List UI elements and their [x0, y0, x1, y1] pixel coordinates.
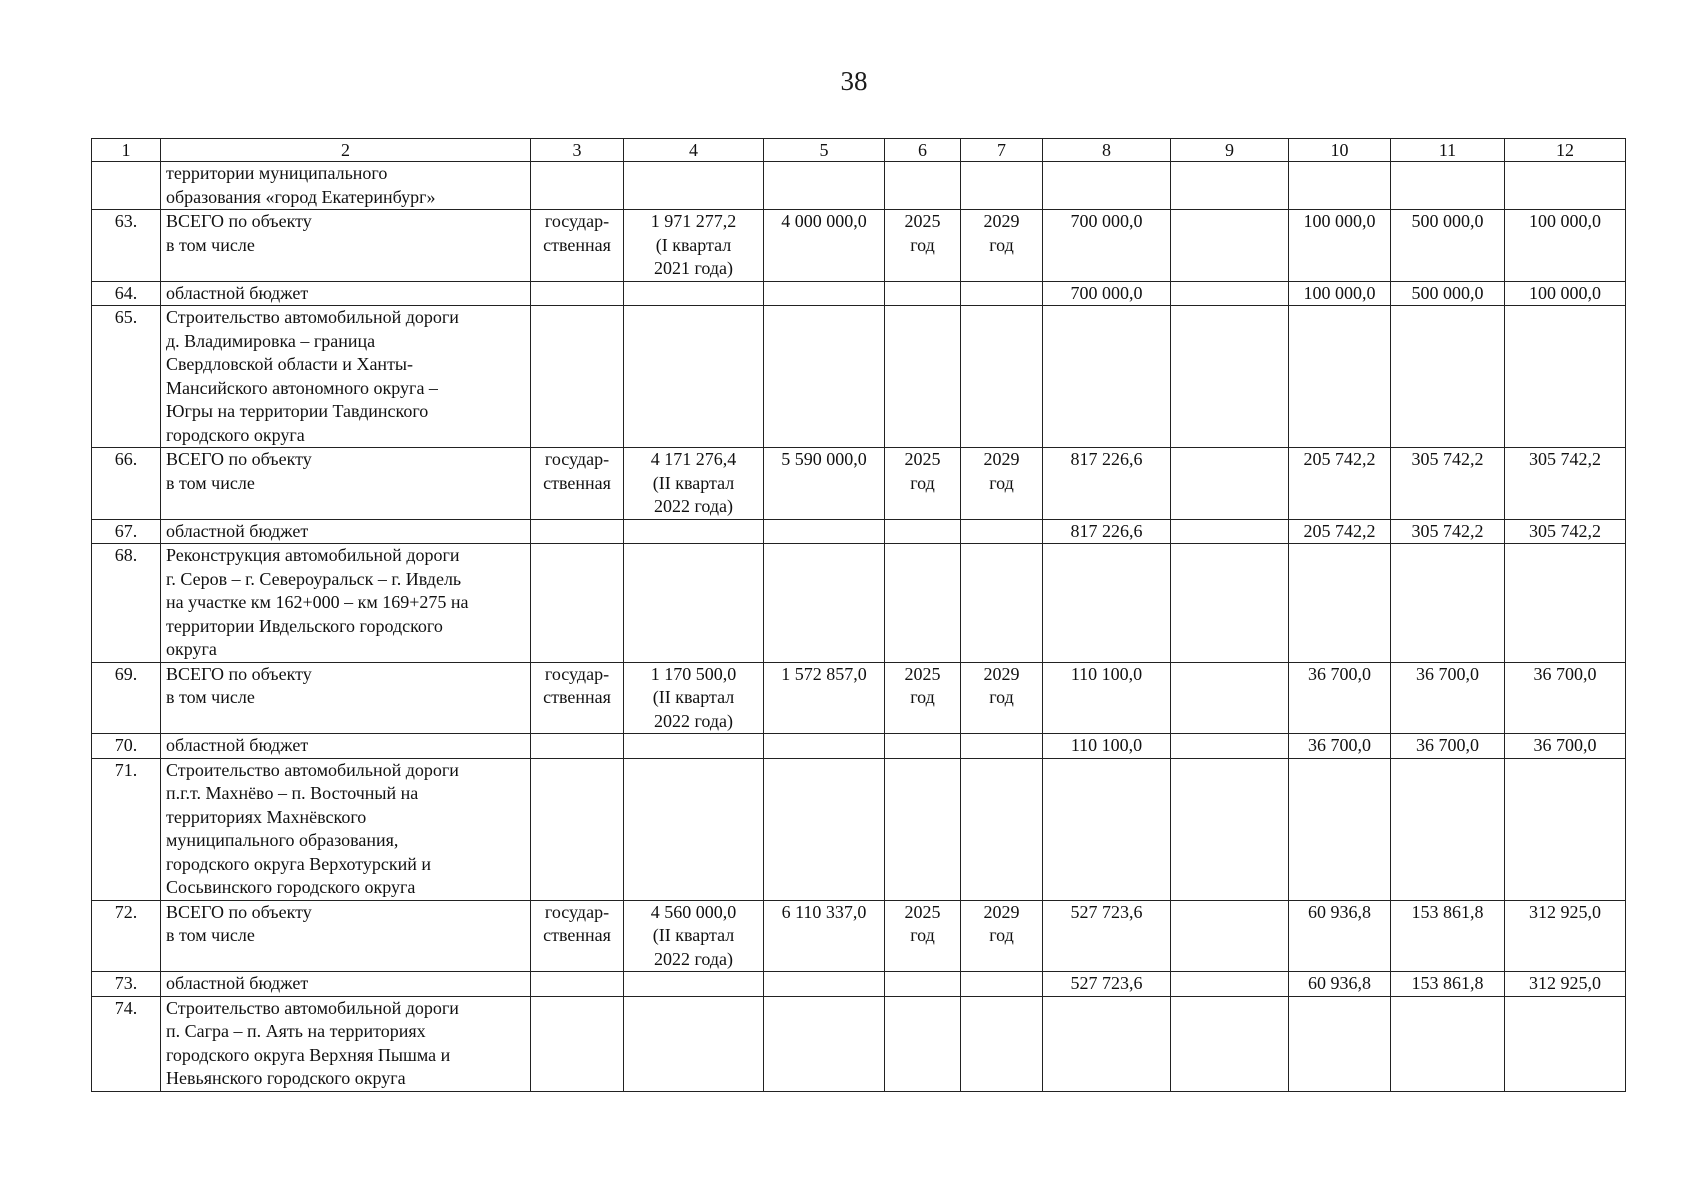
row-number: 63. [92, 210, 161, 282]
start-year: 2025 год [885, 448, 961, 520]
amount-col-9 [1171, 281, 1289, 306]
amount-col-11 [1391, 544, 1505, 663]
object-name: областной бюджет [161, 281, 531, 306]
amount-col-9 [1171, 734, 1289, 759]
amount-col-9 [1171, 162, 1289, 210]
amount-col-10 [1289, 996, 1391, 1091]
row-number: 64. [92, 281, 161, 306]
amount-col-9 [1171, 306, 1289, 448]
row-number: 74. [92, 996, 161, 1091]
table-row [92, 210, 1626, 282]
end-year: 2029 год [961, 900, 1043, 972]
amount-col-8: 817 226,6 [1043, 519, 1171, 544]
column-header: 1 [92, 139, 161, 162]
amount-col-12: 312 925,0 [1505, 900, 1626, 972]
start-year [885, 519, 961, 544]
amount-col-12: 100 000,0 [1505, 210, 1626, 282]
amount-col-8: 700 000,0 [1043, 281, 1171, 306]
amount-col-11: 305 742,2 [1391, 448, 1505, 520]
end-year [961, 996, 1043, 1091]
amount-col-9 [1171, 972, 1289, 997]
amount-col-8: 110 100,0 [1043, 662, 1171, 734]
cost-limit: 4 000 000,0 [764, 210, 885, 282]
amount-col-11: 153 861,8 [1391, 900, 1505, 972]
amount-col-11: 153 861,8 [1391, 972, 1505, 997]
estimated-cost [624, 734, 764, 759]
estimated-cost [624, 519, 764, 544]
amount-col-10: 36 700,0 [1289, 734, 1391, 759]
column-header: 12 [1505, 139, 1626, 162]
cost-limit [764, 306, 885, 448]
table-row [92, 306, 1626, 448]
cost-limit [764, 972, 885, 997]
object-name: областной бюджет [161, 519, 531, 544]
start-year [885, 972, 961, 997]
amount-col-12: 36 700,0 [1505, 662, 1626, 734]
object-name: Строительство автомобильной дороги п. Сагра – п. Аять на территориях городского округа Верхняя Пышма и Невьянского городского округа [161, 996, 531, 1091]
column-header: 10 [1289, 139, 1391, 162]
column-header-row [92, 139, 1626, 162]
ownership-type [531, 519, 624, 544]
start-year [885, 996, 961, 1091]
start-year: 2025 год [885, 210, 961, 282]
amount-col-12: 305 742,2 [1505, 519, 1626, 544]
budget-table [91, 138, 1626, 1092]
object-name: Строительство автомобильной дороги д. Владимировка – граница Свердловской области и Ханты- Мансийского автономного округа – Югры на территории Тавдинского городского округа [161, 306, 531, 448]
amount-col-10: 60 936,8 [1289, 900, 1391, 972]
estimated-cost [624, 972, 764, 997]
object-name: ВСЕГО по объекту в том числе [161, 662, 531, 734]
amount-col-11 [1391, 758, 1505, 900]
cost-limit [764, 162, 885, 210]
ownership-type [531, 734, 624, 759]
object-name: ВСЕГО по объекту в том числе [161, 900, 531, 972]
cost-limit [764, 519, 885, 544]
object-name: территории муниципального образования «город Екатеринбург» [161, 162, 531, 210]
object-name: ВСЕГО по объекту в том числе [161, 210, 531, 282]
cost-limit: 6 110 337,0 [764, 900, 885, 972]
amount-col-10 [1289, 162, 1391, 210]
ownership-type: государ- ственная [531, 448, 624, 520]
amount-col-8 [1043, 758, 1171, 900]
row-number: 68. [92, 544, 161, 663]
amount-col-11: 500 000,0 [1391, 210, 1505, 282]
row-number: 66. [92, 448, 161, 520]
end-year [961, 544, 1043, 663]
ownership-type [531, 281, 624, 306]
column-header: 8 [1043, 139, 1171, 162]
amount-col-11 [1391, 996, 1505, 1091]
object-name: областной бюджет [161, 734, 531, 759]
ownership-type [531, 758, 624, 900]
amount-col-12 [1505, 306, 1626, 448]
table-row [92, 900, 1626, 972]
ownership-type [531, 544, 624, 663]
end-year: 2029 год [961, 210, 1043, 282]
amount-col-11 [1391, 162, 1505, 210]
row-number: 67. [92, 519, 161, 544]
table-row [92, 734, 1626, 759]
ownership-type [531, 162, 624, 210]
end-year [961, 306, 1043, 448]
estimated-cost [624, 306, 764, 448]
start-year [885, 758, 961, 900]
amount-col-12 [1505, 544, 1626, 663]
amount-col-12 [1505, 162, 1626, 210]
column-header: 3 [531, 139, 624, 162]
amount-col-10: 100 000,0 [1289, 210, 1391, 282]
amount-col-9 [1171, 544, 1289, 663]
amount-col-12: 36 700,0 [1505, 734, 1626, 759]
amount-col-8: 527 723,6 [1043, 900, 1171, 972]
amount-col-12: 100 000,0 [1505, 281, 1626, 306]
table-row [92, 996, 1626, 1091]
amount-col-12: 312 925,0 [1505, 972, 1626, 997]
end-year [961, 734, 1043, 759]
amount-col-12: 305 742,2 [1505, 448, 1626, 520]
table-row [92, 448, 1626, 520]
amount-col-10: 60 936,8 [1289, 972, 1391, 997]
amount-col-8 [1043, 996, 1171, 1091]
start-year [885, 306, 961, 448]
cost-limit: 5 590 000,0 [764, 448, 885, 520]
cost-limit [764, 996, 885, 1091]
end-year [961, 972, 1043, 997]
amount-col-9 [1171, 996, 1289, 1091]
column-header: 5 [764, 139, 885, 162]
amount-col-10: 100 000,0 [1289, 281, 1391, 306]
amount-col-10: 36 700,0 [1289, 662, 1391, 734]
table-row [92, 162, 1626, 210]
amount-col-11 [1391, 306, 1505, 448]
object-name: Реконструкция автомобильной дороги г. Серов – г. Североуральск – г. Ивдель на участке км 162+000 – км 169+275 на территории Ивдельского городского округа [161, 544, 531, 663]
column-header: 4 [624, 139, 764, 162]
start-year [885, 162, 961, 210]
ownership-type: государ- ственная [531, 900, 624, 972]
amount-col-8: 110 100,0 [1043, 734, 1171, 759]
table-row [92, 972, 1626, 997]
amount-col-8: 700 000,0 [1043, 210, 1171, 282]
estimated-cost: 1 170 500,0 (II квартал 2022 года) [624, 662, 764, 734]
start-year [885, 544, 961, 663]
row-number: 65. [92, 306, 161, 448]
end-year: 2029 год [961, 448, 1043, 520]
start-year: 2025 год [885, 662, 961, 734]
amount-col-10: 205 742,2 [1289, 448, 1391, 520]
amount-col-10 [1289, 544, 1391, 663]
amount-col-8 [1043, 306, 1171, 448]
amount-col-10 [1289, 758, 1391, 900]
table-row [92, 281, 1626, 306]
object-name: областной бюджет [161, 972, 531, 997]
amount-col-8: 817 226,6 [1043, 448, 1171, 520]
amount-col-11: 500 000,0 [1391, 281, 1505, 306]
amount-col-9 [1171, 662, 1289, 734]
row-number: 70. [92, 734, 161, 759]
column-header: 11 [1391, 139, 1505, 162]
amount-col-9 [1171, 900, 1289, 972]
amount-col-9 [1171, 519, 1289, 544]
amount-col-11: 36 700,0 [1391, 734, 1505, 759]
end-year [961, 519, 1043, 544]
amount-col-8 [1043, 544, 1171, 663]
object-name: ВСЕГО по объекту в том числе [161, 448, 531, 520]
table-row [92, 544, 1626, 663]
cost-limit [764, 281, 885, 306]
amount-col-8: 527 723,6 [1043, 972, 1171, 997]
table-row [92, 662, 1626, 734]
cost-limit [764, 734, 885, 759]
column-header: 7 [961, 139, 1043, 162]
amount-col-10: 205 742,2 [1289, 519, 1391, 544]
estimated-cost: 4 560 000,0 (II квартал 2022 года) [624, 900, 764, 972]
estimated-cost: 1 971 277,2 (I квартал 2021 года) [624, 210, 764, 282]
ownership-type [531, 306, 624, 448]
amount-col-11: 305 742,2 [1391, 519, 1505, 544]
amount-col-8 [1043, 162, 1171, 210]
estimated-cost [624, 544, 764, 663]
cost-limit [764, 758, 885, 900]
table-row [92, 519, 1626, 544]
column-header: 9 [1171, 139, 1289, 162]
column-header: 6 [885, 139, 961, 162]
amount-col-10 [1289, 306, 1391, 448]
start-year: 2025 год [885, 900, 961, 972]
row-number: 69. [92, 662, 161, 734]
start-year [885, 734, 961, 759]
page-number: 38 [840, 66, 868, 96]
end-year [961, 162, 1043, 210]
estimated-cost [624, 162, 764, 210]
cost-limit: 1 572 857,0 [764, 662, 885, 734]
amount-col-12 [1505, 758, 1626, 900]
amount-col-12 [1505, 996, 1626, 1091]
estimated-cost: 4 171 276,4 (II квартал 2022 года) [624, 448, 764, 520]
amount-col-9 [1171, 448, 1289, 520]
amount-col-9 [1171, 758, 1289, 900]
ownership-type [531, 972, 624, 997]
end-year [961, 758, 1043, 900]
ownership-type: государ- ственная [531, 210, 624, 282]
table-row [92, 758, 1626, 900]
cost-limit [764, 544, 885, 663]
end-year [961, 281, 1043, 306]
row-number: 71. [92, 758, 161, 900]
start-year [885, 281, 961, 306]
row-number: 73. [92, 972, 161, 997]
object-name: Строительство автомобильной дороги п.г.т. Махнёво – п. Восточный на территориях Махнёвского муниципального образования, городского округа Верхотурский и Сосьвинского городского округа [161, 758, 531, 900]
estimated-cost [624, 758, 764, 900]
amount-col-9 [1171, 210, 1289, 282]
row-number: 72. [92, 900, 161, 972]
ownership-type [531, 996, 624, 1091]
end-year: 2029 год [961, 662, 1043, 734]
estimated-cost [624, 996, 764, 1091]
row-number [92, 162, 161, 210]
ownership-type: государ- ственная [531, 662, 624, 734]
column-header: 2 [161, 139, 531, 162]
amount-col-11: 36 700,0 [1391, 662, 1505, 734]
estimated-cost [624, 281, 764, 306]
